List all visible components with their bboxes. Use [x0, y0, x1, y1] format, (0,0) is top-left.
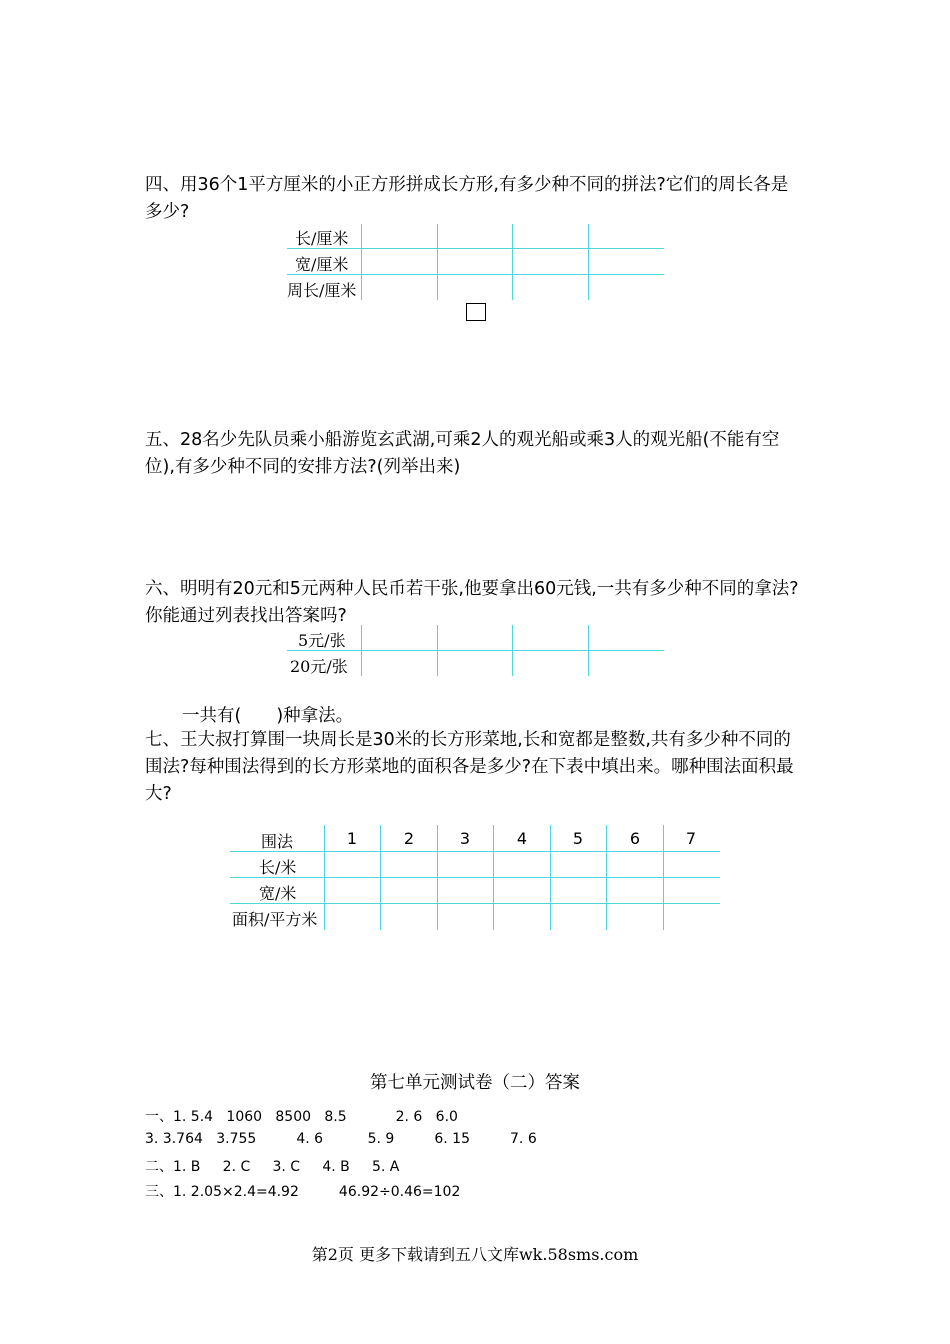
question-7: 七、王大叔打算围一块周长是30米的长方形菜地,长和宽都是整数,共有多少种不同的围法?每种围法得到的长方形菜地的面积各是多少?在下表中填出来。哪种围法面积最大? — [145, 730, 794, 804]
q7-column-number: 6 — [629, 829, 641, 848]
answer-line: 3. 3.764 3.755 4. 6 5. 9 6. 15 7. 6 — [145, 1131, 537, 1147]
answers-title: 第七单元测试卷（二）答案 — [370, 1073, 580, 1093]
q7-column-number: 1 — [346, 829, 358, 848]
empty-box — [466, 303, 486, 321]
q6-row-label: 20元/张 — [290, 657, 348, 676]
q4-row-label: 宽/厘米 — [295, 255, 349, 274]
q7-column-number: 3 — [459, 829, 471, 848]
q4-row-label: 长/厘米 — [295, 229, 349, 248]
q7-column-number: 2 — [403, 829, 415, 848]
q7-column-number: 7 — [685, 829, 697, 848]
q4-row-label: 周长/厘米 — [287, 281, 357, 300]
q7-row-label: 长/米 — [259, 858, 297, 877]
q6-fill-blank: 一共有( )种拿法。 — [182, 706, 354, 726]
answer-line: 二、1. B 2. C 3. C 4. B 5. A — [145, 1159, 400, 1175]
q7-row-label: 面积/平方米 — [232, 910, 318, 929]
question-6: 六、明明有20元和5元两种人民币若干张,他要拿出60元钱,一共有多少种不同的拿法?你能通过列表找出答案吗? — [145, 579, 799, 626]
q7-column-number: 5 — [572, 829, 584, 848]
question-5: 五、28名少先队员乘小船游览玄武湖,可乘2人的观光船或乘3人的观光船(不能有空位),有多少种不同的安排方法?(列举出来) — [145, 430, 780, 477]
page-footer: 第2页 更多下载请到五八文库wk.58sms.com — [311, 1245, 639, 1264]
q7-row-label: 宽/米 — [259, 884, 297, 903]
answer-line: 一、1. 5.4 1060 8500 8.5 2. 6 6.0 — [145, 1109, 458, 1125]
answer-line: 三、1. 2.05×2.4=4.92 46.92÷0.46=102 — [145, 1184, 461, 1200]
question-4: 四、用36个1平方厘米的小正方形拼成长方形,有多少种不同的拼法?它们的周长各是多少? — [145, 175, 789, 222]
q7-header-label: 围法 — [261, 832, 294, 851]
q7-column-number: 4 — [516, 829, 528, 848]
q6-row-label: 5元/张 — [298, 631, 346, 650]
